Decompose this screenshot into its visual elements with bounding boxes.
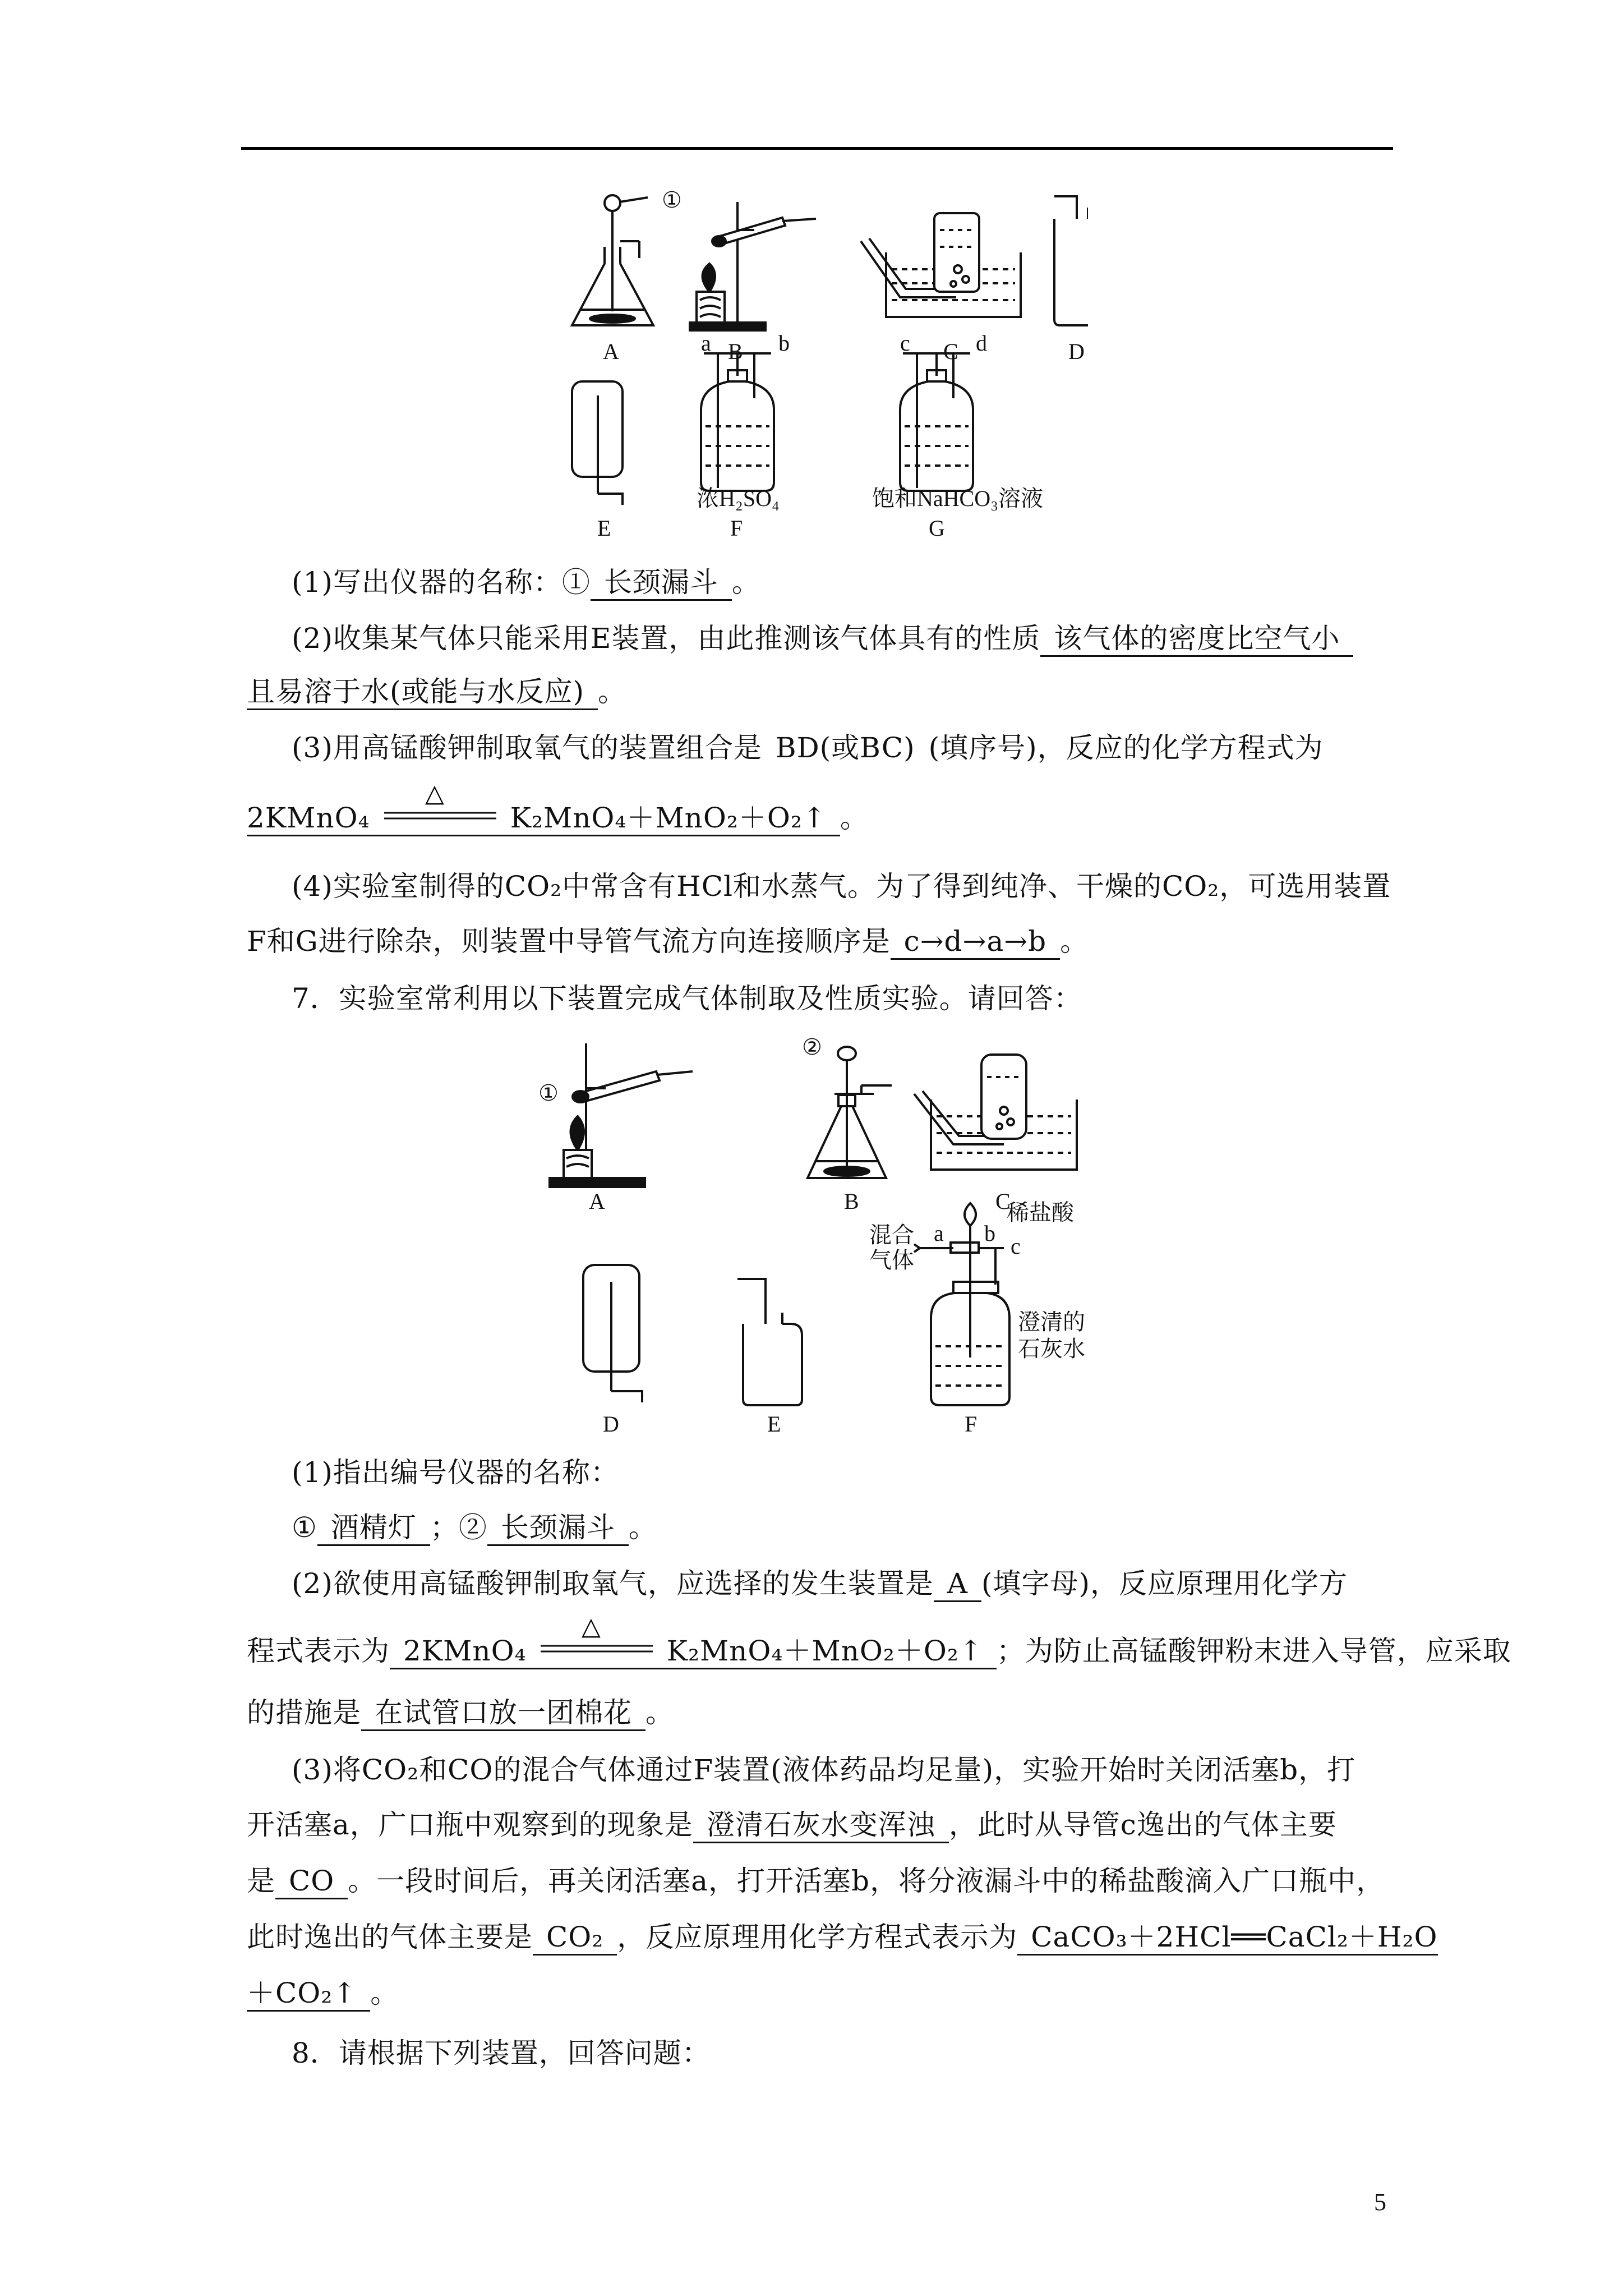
- q6-p4-post: 。: [1060, 925, 1089, 958]
- q7-part3-line1: (3)将CO₂和CO的混合气体通过F装置(液体药品均足量)，实验开始时关闭活塞b，打: [292, 1754, 1356, 1786]
- q7-p2-l3-text: 的措施是: [247, 1696, 361, 1729]
- q6-part3-equation: [247, 785, 869, 836]
- q7-p3-l3-post: 。一段时间后，再关闭活塞a，打开活塞b，将分液漏斗中的稀盐酸滴入广口瓶中，: [348, 1865, 1385, 1897]
- q6-p1-text: (1)写出仪器的名称：①: [292, 566, 591, 599]
- q7-p2-l3-post: 。: [645, 1696, 674, 1729]
- F-lime-label-2: 石灰水: [1018, 1336, 1085, 1361]
- q7-eq-right: K₂MnO₄＋MnO₂＋O₂↑: [666, 1635, 983, 1667]
- label-7B: B: [844, 1189, 859, 1214]
- q6-p4-answer: c→d→a→b: [891, 926, 1061, 960]
- q6-part4-line1: (4)实验室制得的CO₂中常含有HCl和水蒸气。为了得到纯净、干燥的CO₂，可选用装置: [292, 870, 1391, 903]
- marker-7-2: ②: [802, 1034, 822, 1060]
- label-G: G: [929, 516, 945, 541]
- q6-part2-line2: [247, 676, 626, 710]
- q7-p1-answer2: 长颈漏斗: [487, 1512, 629, 1546]
- marker-1: ①: [662, 187, 682, 213]
- q6-p2-text: (2)收集某气体只能采用E装置，由此推测该气体具有的性质: [292, 622, 1041, 655]
- label-C: C: [943, 339, 958, 364]
- apparatus-7D: [583, 1265, 642, 1402]
- F-valve-a: a: [934, 1221, 944, 1246]
- pipe-d: d: [976, 330, 987, 356]
- reagent-G: 饱和NaHCO₃溶液: [872, 486, 1044, 511]
- q7-part2-line1: [292, 1568, 1348, 1602]
- q7-p2-eq-answer: [390, 1618, 997, 1669]
- q7-eq-left: 2KMnO₄: [403, 1635, 527, 1667]
- reaction-arrow: [381, 785, 499, 834]
- q7-p3-l2-text: 开活塞a，广口瓶中观察到的现象是: [247, 1809, 693, 1841]
- pipe-c: c: [900, 330, 910, 356]
- heat-symbol: △: [425, 785, 445, 808]
- q7-p1-sep: ；②: [430, 1511, 487, 1544]
- apparatus-B: [690, 202, 816, 330]
- apparatus-figure-q7: [527, 1032, 1122, 1436]
- apparatus-G: [900, 352, 973, 491]
- q7-part2-line3: [247, 1697, 674, 1731]
- q6-part2-line1: [292, 623, 1353, 657]
- q7-part3-line2: [247, 1809, 1337, 1843]
- q6-p3-answer: BD(或BC): [775, 731, 915, 764]
- apparatus-E: [572, 381, 623, 505]
- q7-p3-l2-post: ，此时从导管c逸出的气体主要: [948, 1809, 1337, 1841]
- apparatus-figure-q6: [550, 185, 1088, 544]
- q6-eq-left: 2KMnO₄: [247, 802, 370, 834]
- q6-eq-right: K₂MnO₄＋MnO₂＋O₂↑: [510, 802, 827, 834]
- label-D: D: [1068, 339, 1085, 364]
- q7-p3-l4-answer2: CaCO₃＋2HCl══CaCl₂＋H₂O: [1017, 1921, 1437, 1955]
- header-rule: [241, 147, 1393, 150]
- marker-7-1: ①: [538, 1080, 559, 1106]
- apparatus-7E: [737, 1279, 802, 1405]
- label-7E: E: [767, 1411, 781, 1436]
- reagent-F: 浓H₂SO₄: [697, 486, 780, 511]
- label-B: B: [728, 339, 743, 364]
- q6-part4-line2: [247, 926, 1089, 960]
- q6-p3-mid: (填序号)，反应的化学方程式为: [928, 731, 1324, 764]
- q7-part3-line4: [247, 1921, 1438, 1955]
- q6-p1-post: 。: [731, 566, 760, 599]
- q6-p3-post: 。: [840, 802, 869, 834]
- F-mix-label-1: 混合: [869, 1222, 914, 1248]
- label-F: F: [730, 516, 743, 541]
- q6-p2-post: 。: [598, 675, 627, 708]
- q7-stem: 7．实验室常利用以下装置完成气体制取及性质实验。请回答：: [292, 982, 1082, 1015]
- q7-part1-answers: [292, 1512, 657, 1546]
- q7-part3-line3: [247, 1865, 1385, 1899]
- apparatus-F: [701, 352, 774, 491]
- label-7F: F: [965, 1411, 978, 1436]
- page-number: 5: [1374, 2188, 1386, 2216]
- q6-p1-answer: 长颈漏斗: [591, 567, 732, 601]
- q6-p2-answer2: 且易溶于水(或能与水反应): [247, 676, 598, 710]
- q7-part3-line5: [247, 1977, 399, 2012]
- q7-p2-mid: (填字母)，反应原理用化学方: [981, 1567, 1348, 1600]
- reaction-arrow-2: [538, 1618, 656, 1667]
- pipe-a: a: [701, 330, 711, 356]
- apparatus-7B: [808, 1047, 892, 1178]
- F-mix-label-2: 气体: [869, 1248, 914, 1273]
- q6-p2-answer1: 该气体的密度比空气小: [1040, 623, 1353, 657]
- label-7A: A: [589, 1189, 605, 1214]
- F-outlet-c: c: [1011, 1234, 1021, 1259]
- q7-p3-l2-answer: 澄清石灰水变浑浊: [693, 1809, 949, 1843]
- q7-p1-answer1: 酒精灯: [317, 1512, 430, 1546]
- q7-p3-l3-answer: CO: [275, 1865, 348, 1899]
- q7-p2-l2-text: 程式表示为: [247, 1635, 390, 1667]
- F-lime-label-1: 澄清的: [1018, 1309, 1085, 1335]
- q7-p3-l4-answer: CO₂: [533, 1921, 617, 1955]
- F-acid-label: 稀盐酸: [1007, 1200, 1074, 1225]
- apparatus-7C: [914, 1055, 1077, 1170]
- q7-marker1: ①: [292, 1511, 317, 1544]
- q6-part3-line1: [292, 732, 1324, 765]
- q6-part1: [292, 567, 760, 601]
- q7-p3-l3-text: 是: [247, 1865, 275, 1897]
- label-A: A: [603, 339, 619, 364]
- q7-p2-l2-post: ；为防止高锰酸钾粉末进入导管，应采取: [996, 1635, 1511, 1667]
- apparatus-7A: [550, 1043, 693, 1187]
- q7-p3-l4-mid: ，反应原理用化学方程式表示为: [617, 1921, 1018, 1953]
- q7-p3-l5-post: 。: [370, 1977, 399, 2009]
- q6-p4-text: F和G进行除杂，则装置中导管气流方向连接顺序是: [247, 925, 891, 958]
- heat-symbol-2: △: [581, 1618, 601, 1641]
- q7-p3-l4-text: 此时逸出的气体主要是: [247, 1921, 533, 1953]
- q7-p2-answer: A: [934, 1568, 981, 1602]
- q7-p1-post: 。: [628, 1511, 657, 1544]
- apparatus-C: [861, 213, 1021, 317]
- label-7D: D: [603, 1411, 619, 1436]
- q7-p3-l5-answer: ＋CO₂↑: [247, 1977, 370, 2012]
- q8-stem: 8．请根据下列装置，回答问题：: [292, 2037, 711, 2069]
- q6-p3-eq-answer: [247, 785, 840, 836]
- apparatus-D: [1054, 196, 1088, 325]
- label-7C: C: [995, 1189, 1011, 1214]
- q7-p2-l3-answer: 在试管口放一团棉花: [361, 1697, 645, 1731]
- apparatus-A: [572, 195, 653, 325]
- pipe-b: b: [778, 330, 790, 356]
- q6-p3-text: (3)用高锰酸钾制取氧气的装置组合是: [292, 731, 762, 764]
- F-valve-b: b: [984, 1221, 995, 1246]
- label-E: E: [597, 516, 611, 541]
- q7-part2-line2: [247, 1618, 1511, 1669]
- q7-part1: (1)指出编号仪器的名称：: [292, 1456, 619, 1489]
- q7-p2-text: (2)欲使用高锰酸钾制取氧气，应选择的发生装置是: [292, 1567, 934, 1600]
